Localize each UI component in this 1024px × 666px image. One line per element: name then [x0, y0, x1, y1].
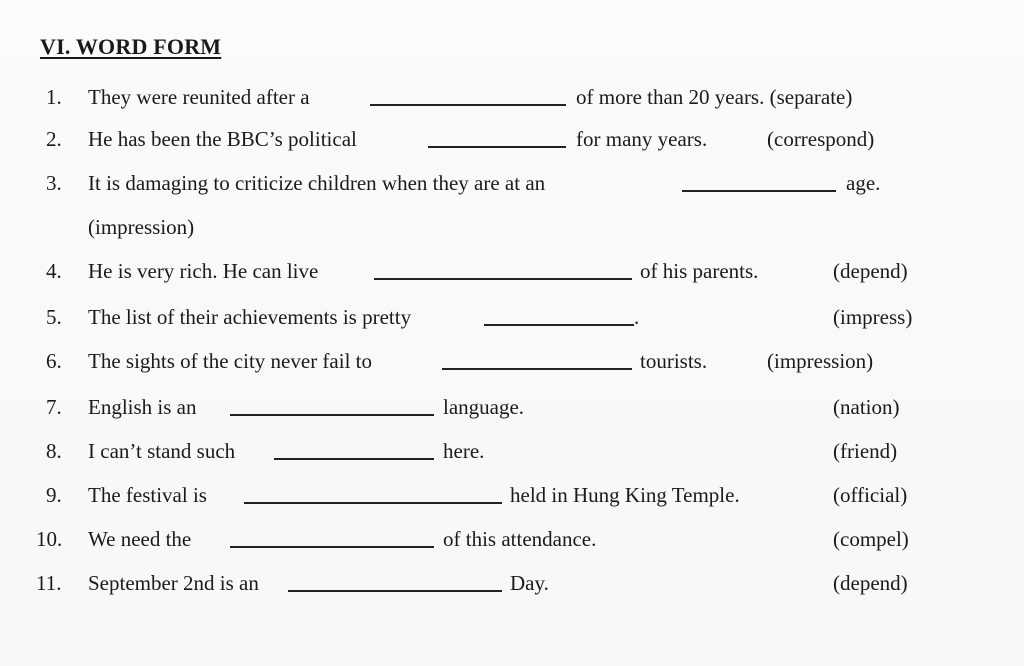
sentence-start: The sights of the city never fail to	[88, 349, 373, 373]
word-hint: (impression)	[88, 215, 195, 239]
sentence-end: language.	[443, 395, 525, 419]
sentence-start: It is damaging to criticize children when they are at an	[88, 171, 546, 195]
word-hint: (nation)	[833, 395, 900, 419]
answer-blank[interactable]	[230, 546, 434, 548]
exercise-line-4	[0, 256, 1024, 286]
item-number: 1.	[46, 85, 62, 109]
item-number: 5.	[46, 305, 62, 329]
item-number: 8.	[46, 439, 62, 463]
item-number: 11.	[36, 571, 62, 595]
sentence-start: He has been the BBC’s political	[88, 127, 357, 151]
answer-blank[interactable]	[484, 324, 634, 326]
answer-blank[interactable]	[274, 458, 434, 460]
word-hint: (correspond)	[767, 127, 875, 151]
sentence-end: of more than 20 years. (separate)	[576, 85, 853, 109]
exercise-line-5	[0, 302, 1024, 332]
sentence-start: English is an	[88, 395, 197, 419]
sentence-end: of this attendance.	[443, 527, 597, 551]
sentence-end: tourists.	[640, 349, 708, 373]
exercise-line-9	[0, 480, 1024, 510]
exercise-line-7	[0, 392, 1024, 422]
answer-blank[interactable]	[682, 190, 836, 192]
sentence-start: The festival is	[88, 483, 207, 507]
sentence-start: I can’t stand such	[88, 439, 236, 463]
word-hint: (compel)	[833, 527, 909, 551]
exercise-line-3-hint	[0, 212, 1024, 242]
item-number: 3.	[46, 171, 62, 195]
item-number: 2.	[46, 127, 62, 151]
answer-blank[interactable]	[428, 146, 566, 148]
item-number: 7.	[46, 395, 62, 419]
sentence-end: for many years.	[576, 127, 708, 151]
sentence-end: Day.	[510, 571, 549, 595]
word-hint: (depend)	[833, 571, 908, 595]
section-title: VI. WORD FORM	[40, 34, 222, 59]
answer-blank[interactable]	[370, 104, 566, 106]
exercise-line-10	[0, 524, 1024, 554]
sentence-end: here.	[443, 439, 485, 463]
sentence-start: The list of their achievements is pretty	[88, 305, 412, 329]
sentence-end: held in Hung King Temple.	[510, 483, 740, 507]
exercise-line-11	[0, 568, 1024, 598]
item-number: 9.	[46, 483, 62, 507]
exercise-line-3	[0, 168, 1024, 198]
item-number: 4.	[46, 259, 62, 283]
item-number: 6.	[46, 349, 62, 373]
exercise-line-1	[0, 82, 1024, 112]
word-hint: (official)	[833, 483, 908, 507]
sentence-start: September 2nd is an	[88, 571, 259, 595]
word-hint: (impress)	[833, 305, 913, 329]
sentence-start: They were reunited after a	[88, 85, 310, 109]
sentence-end: .	[634, 305, 640, 329]
sentence-start: We need the	[88, 527, 192, 551]
sentence-end: age.	[846, 171, 881, 195]
word-hint: (depend)	[833, 259, 908, 283]
word-hint: (impression)	[767, 349, 874, 373]
exercise-line-2	[0, 124, 1024, 154]
sentence-end: of his parents.	[640, 259, 759, 283]
answer-blank[interactable]	[442, 368, 632, 370]
answer-blank[interactable]	[244, 502, 502, 504]
exercise-line-6	[0, 346, 1024, 376]
word-hint: (friend)	[833, 439, 898, 463]
answer-blank[interactable]	[230, 414, 434, 416]
item-number: 10.	[36, 527, 63, 551]
answer-blank[interactable]	[288, 590, 502, 592]
exercise-line-8	[0, 436, 1024, 466]
answer-blank[interactable]	[374, 278, 632, 280]
sentence-start: He is very rich. He can live	[88, 259, 319, 283]
